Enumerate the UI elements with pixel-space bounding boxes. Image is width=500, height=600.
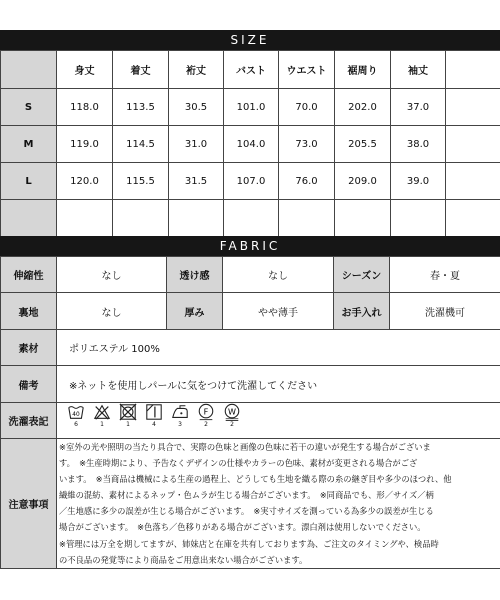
size-cell: 114.5 xyxy=(113,126,169,163)
no-bleach-icon xyxy=(93,403,111,428)
size-cell: 101.0 xyxy=(224,89,279,126)
size-row-m xyxy=(1,126,500,163)
size-cell xyxy=(169,200,224,237)
line-dry-shade-icon xyxy=(145,403,163,428)
col-header-yukitake: 裄丈 xyxy=(169,51,224,89)
size-cell: 107.0 xyxy=(224,163,279,200)
size-cell xyxy=(279,200,335,237)
sheer-value: なし xyxy=(223,257,334,293)
fabric-row-1 xyxy=(1,257,500,293)
size-cell: 202.0 xyxy=(335,89,391,126)
size-row-l xyxy=(1,163,500,200)
stretch-label: 伸縮性 xyxy=(1,257,57,293)
notes-line: います。 ※当商品は機械による生産の過程上、どうしても生地を織る際の糸の継ぎ目や多少のほつれ、他 xyxy=(59,474,452,485)
remarks-label: 備考 xyxy=(1,366,57,403)
col-header-sleeve: 袖丈 xyxy=(391,51,446,89)
stretch-value: なし xyxy=(57,257,167,293)
size-title: SIZE xyxy=(230,33,270,47)
col-header-bust: バスト xyxy=(224,51,279,89)
size-cell: 113.5 xyxy=(113,89,169,126)
col-header-hem: 裾周り xyxy=(335,51,391,89)
size-cell: 209.0 xyxy=(335,163,391,200)
col-header-mitake: 身丈 xyxy=(57,51,113,89)
size-cell: 38.0 xyxy=(391,126,446,163)
row-label: S xyxy=(1,89,57,126)
lining-label: 裏地 xyxy=(1,293,57,330)
fabric-table xyxy=(0,256,500,569)
remarks-row xyxy=(1,366,500,403)
laundry-icons xyxy=(57,403,500,438)
notes-label: 注意事項 xyxy=(1,439,57,569)
notes-row xyxy=(1,439,500,569)
laundry-label: 洗濯表記 xyxy=(1,403,57,439)
fabric-title: FABRIC xyxy=(219,239,281,253)
sheer-label: 透け感 xyxy=(167,257,223,293)
iron-low-icon xyxy=(171,403,189,428)
size-cell: 119.0 xyxy=(57,126,113,163)
notes-line: 場合がございます。 ※色落ち／色移りがある場合がございます。漂白剤は使用しないでください。 xyxy=(59,522,426,533)
material-value: ポリエステル 100% xyxy=(57,330,500,366)
size-header xyxy=(0,30,500,50)
size-cell: 30.5 xyxy=(169,89,224,126)
season-label: シーズン xyxy=(334,257,390,293)
size-table xyxy=(0,50,500,237)
wet-clean-w-icon xyxy=(223,403,241,428)
size-cell xyxy=(113,200,169,237)
wash-40-icon xyxy=(67,403,85,428)
size-cell: 115.5 xyxy=(113,163,169,200)
size-row-empty xyxy=(1,200,500,237)
row-label: L xyxy=(1,163,57,200)
size-cell: 31.0 xyxy=(169,126,224,163)
dry-clean-f-icon xyxy=(197,403,215,428)
size-row-s xyxy=(1,89,500,126)
notes-line: ※室外の光や照明の当たり具合で、実際の色味と画像の色味に若干の違いが発生する場合がございま xyxy=(59,442,431,452)
size-cell: 76.0 xyxy=(279,163,335,200)
size-cell: 118.0 xyxy=(57,89,113,126)
lining-value: なし xyxy=(57,293,167,330)
row-label: M xyxy=(1,126,57,163)
laundry-code: 2 xyxy=(204,421,208,428)
fabric-header xyxy=(0,236,500,256)
size-cell: 120.0 xyxy=(57,163,113,200)
laundry-code: 3 xyxy=(178,421,182,428)
thickness-label: 厚み xyxy=(167,293,223,330)
care-value: 洗濯機可 xyxy=(390,293,500,330)
laundry-code: 1 xyxy=(126,421,130,428)
laundry-code: 4 xyxy=(152,421,156,428)
laundry-icons-cell xyxy=(57,403,500,439)
size-corner-cell xyxy=(1,51,57,89)
svg-text:F: F xyxy=(203,406,209,417)
size-cell: 70.0 xyxy=(279,89,335,126)
size-cell xyxy=(446,163,500,200)
svg-text:W: W xyxy=(228,406,236,417)
notes-line: の不良品の発覚等により商品をご用意出来ない場合がございます。 xyxy=(59,554,308,565)
notes-line: 繊維の混紡、素材によるネップ・色ムラが生じる場合がございます。 ※同商品でも、形／サイズ／柄 xyxy=(59,490,434,501)
thickness-value: やや薄手 xyxy=(223,293,334,330)
size-cell xyxy=(391,200,446,237)
size-cell xyxy=(446,200,500,237)
fabric-row-2 xyxy=(1,293,500,330)
size-cell: 104.0 xyxy=(224,126,279,163)
row-label xyxy=(1,200,57,237)
season-value: 春・夏 xyxy=(390,257,500,293)
care-label: お手入れ xyxy=(334,293,390,330)
material-row xyxy=(1,330,500,366)
size-cell: 31.5 xyxy=(169,163,224,200)
laundry-row xyxy=(1,403,500,439)
size-cell: 37.0 xyxy=(391,89,446,126)
no-tumble-dry-icon xyxy=(119,403,137,428)
laundry-code: 2 xyxy=(230,421,234,428)
size-cell xyxy=(224,200,279,237)
notes-line: ／生地感に多少の誤差が生じる場合がございます。 ※実寸サイズを測っている為多少の誤差が生じる xyxy=(59,506,434,517)
size-cell: 39.0 xyxy=(391,163,446,200)
notes-line: す。 ※生産時期により、予告なくデザインの仕様やカラーの色味、素材が変更される場合がござ xyxy=(59,458,418,469)
col-header-kitake: 着丈 xyxy=(113,51,169,89)
size-cell xyxy=(446,126,500,163)
col-header-extra xyxy=(446,51,500,89)
size-cell: 73.0 xyxy=(279,126,335,163)
laundry-code: 1 xyxy=(100,421,104,428)
size-cell xyxy=(446,89,500,126)
size-cell xyxy=(335,200,391,237)
size-cell: 205.5 xyxy=(335,126,391,163)
remarks-value: ※ネットを使用しパールに気をつけて洗濯してください xyxy=(57,366,500,403)
notes-text xyxy=(57,439,500,569)
material-label: 素材 xyxy=(1,330,57,366)
laundry-code: 6 xyxy=(74,421,78,428)
size-cell xyxy=(57,200,113,237)
size-header-row xyxy=(1,51,500,89)
notes-line: ※管理には万全を期してますが、姉妹店と在庫を共有しております為、ご注文のタイミングや、検品時 xyxy=(59,538,439,549)
svg-text:40: 40 xyxy=(72,412,80,419)
col-header-waist: ウエスト xyxy=(279,51,335,89)
